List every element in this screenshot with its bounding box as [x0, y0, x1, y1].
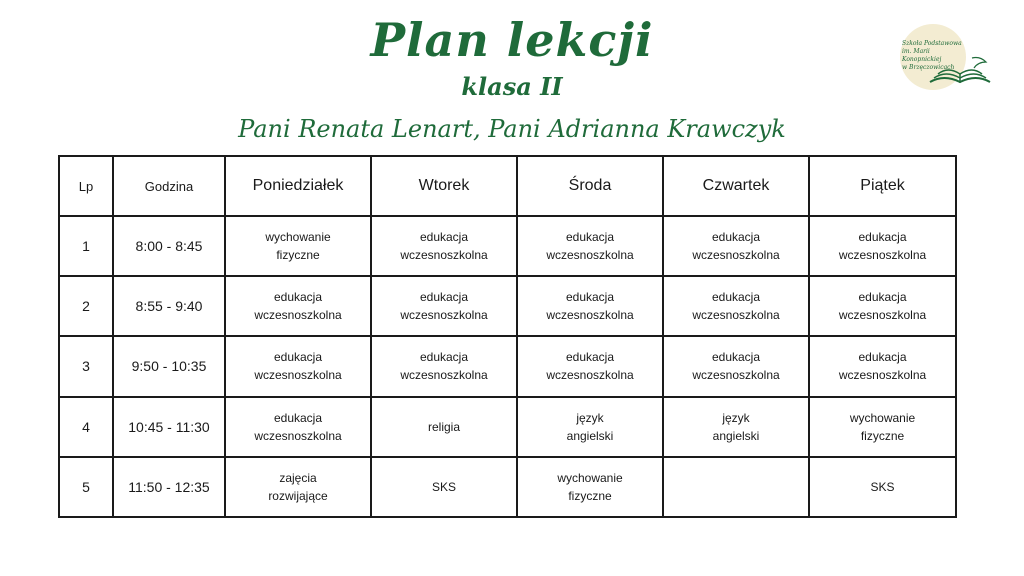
school-logo	[898, 22, 994, 92]
subject-cell: religia	[371, 397, 517, 457]
subject-cell: edukacja wczesnoszkolna	[517, 336, 663, 396]
lesson-time: 8:55 - 9:40	[113, 276, 225, 336]
subject-cell	[663, 457, 809, 517]
subject-cell: SKS	[809, 457, 956, 517]
subject-cell: edukacja wczesnoszkolna	[809, 216, 956, 276]
open-book-icon	[928, 56, 992, 88]
subject-cell: edukacja wczesnoszkolna	[809, 336, 956, 396]
col-header-godzina: Godzina	[113, 156, 225, 216]
lesson-time: 9:50 - 10:35	[113, 336, 225, 396]
header-row	[59, 156, 956, 216]
logo-line-1: Szkoła Podstawowa	[902, 40, 962, 47]
table-row	[59, 276, 956, 336]
col-header-poniedzialek: Poniedziałek	[225, 156, 371, 216]
logo-line-3: w Brzęczowicach	[902, 64, 955, 71]
col-header-sroda: Środa	[517, 156, 663, 216]
lesson-time: 10:45 - 11:30	[113, 397, 225, 457]
lesson-number: 1	[59, 216, 113, 276]
subject-cell: wychowanie fizyczne	[517, 457, 663, 517]
subject-cell: edukacja wczesnoszkolna	[371, 216, 517, 276]
subject-cell: wychowanie fizyczne	[225, 216, 371, 276]
lesson-number: 5	[59, 457, 113, 517]
teachers-line: Pani Renata Lenart, Pani Adrianna Krawczyk	[238, 115, 786, 143]
subject-cell: edukacja wczesnoszkolna	[225, 397, 371, 457]
table-row	[59, 397, 956, 457]
subject-cell: edukacja wczesnoszkolna	[809, 276, 956, 336]
subject-cell: wychowanie fizyczne	[809, 397, 956, 457]
col-header-lp: Lp	[59, 156, 113, 216]
lesson-number: 4	[59, 397, 113, 457]
lesson-time: 8:00 - 8:45	[113, 216, 225, 276]
subject-cell: edukacja wczesnoszkolna	[371, 336, 517, 396]
subject-cell: edukacja wczesnoszkolna	[225, 276, 371, 336]
col-header-wtorek: Wtorek	[371, 156, 517, 216]
subject-cell: edukacja wczesnoszkolna	[663, 336, 809, 396]
subject-cell: edukacja wczesnoszkolna	[663, 216, 809, 276]
table-row	[59, 336, 956, 396]
subject-cell: edukacja wczesnoszkolna	[517, 216, 663, 276]
lesson-number: 2	[59, 276, 113, 336]
lesson-time: 11:50 - 12:35	[113, 457, 225, 517]
subject-cell: edukacja wczesnoszkolna	[517, 276, 663, 336]
subject-cell: zajęcia rozwijające	[225, 457, 371, 517]
subject-cell: język angielski	[517, 397, 663, 457]
page-title: Plan lekcji	[370, 13, 654, 67]
logo-line-2: im. Marii Konopnickiej	[902, 48, 942, 63]
subject-cell: język angielski	[663, 397, 809, 457]
col-header-czwartek: Czwartek	[663, 156, 809, 216]
subject-cell: SKS	[371, 457, 517, 517]
schedule-table	[58, 155, 957, 518]
lesson-number: 3	[59, 336, 113, 396]
col-header-piatek: Piątek	[809, 156, 956, 216]
table-row	[59, 216, 956, 276]
subject-cell: edukacja wczesnoszkolna	[225, 336, 371, 396]
subject-cell: edukacja wczesnoszkolna	[371, 276, 517, 336]
subject-cell: edukacja wczesnoszkolna	[663, 276, 809, 336]
table-row	[59, 457, 956, 517]
class-subtitle: klasa II	[461, 72, 563, 101]
